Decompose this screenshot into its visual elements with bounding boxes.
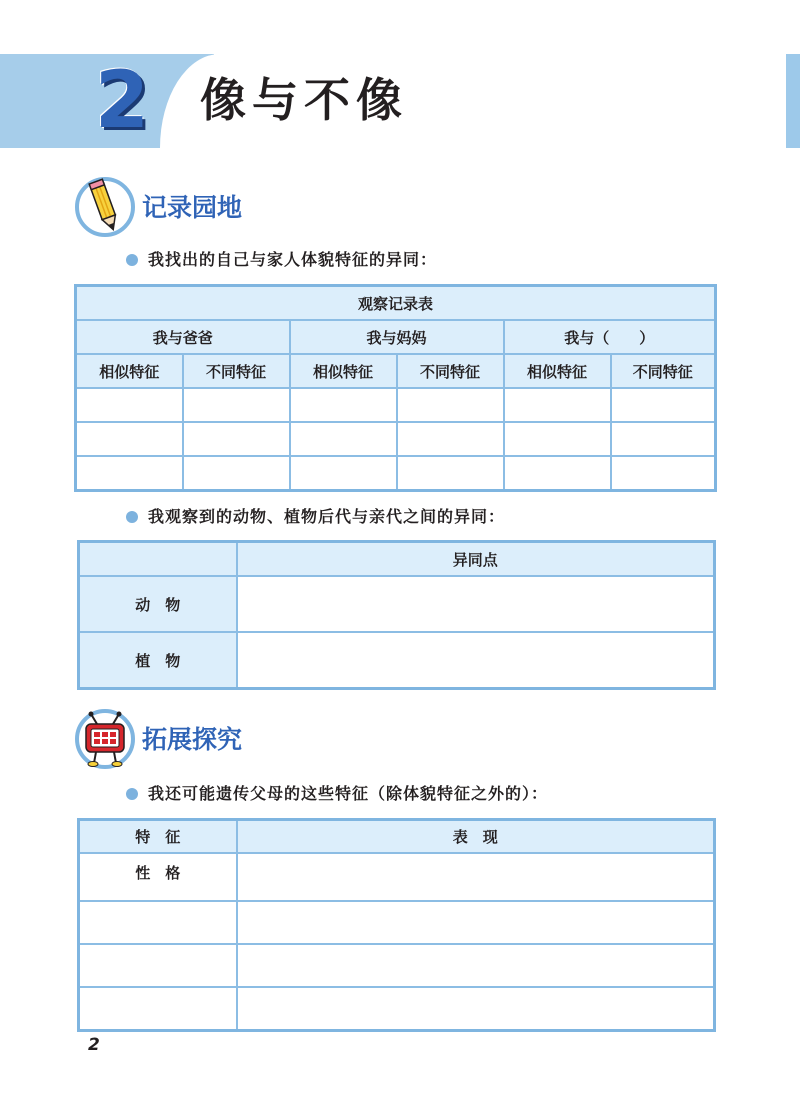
group-header-dad: 我与爸爸 [76,320,290,354]
pencil-icon [74,176,136,238]
chapter-title: 像与不像 [200,73,408,127]
answer-cell[interactable] [237,987,715,1031]
bullet-text: 我观察到的动物、植物后代与亲代之间的异同： [148,507,506,526]
answer-cell[interactable] [76,422,183,456]
answer-cell[interactable] [504,456,611,491]
subheader-similar: 相似特征 [290,354,397,388]
subheader-different: 不同特征 [397,354,504,388]
answer-cell[interactable] [611,388,716,422]
answer-cell[interactable] [76,456,183,491]
row-label-blank[interactable] [79,901,237,944]
corner-cell [79,542,237,577]
header-expression: 表 现 [237,820,715,854]
traits-table [77,818,716,1032]
answer-cell[interactable] [237,576,715,632]
answer-cell[interactable] [183,388,290,422]
right-edge-tab [786,54,800,148]
answer-cell[interactable] [76,388,183,422]
answer-cell[interactable] [397,422,504,456]
table-row [79,944,715,987]
table-row [76,456,716,491]
group-header-other: 我与（ ） [504,320,716,354]
answer-cell[interactable] [611,422,716,456]
answer-cell[interactable] [237,853,715,901]
section-title-record: 记录园地 [142,193,243,222]
answer-cell[interactable] [611,456,716,491]
table-row [76,388,716,422]
answer-cell[interactable] [183,456,290,491]
observation-table [74,284,717,492]
header-similarities: 异同点 [237,542,715,577]
answer-cell[interactable] [290,456,397,491]
answer-cell[interactable] [290,388,397,422]
answer-cell[interactable] [397,388,504,422]
table-row [79,853,715,901]
page-number: 2 [88,1035,100,1055]
group-header-mom: 我与妈妈 [290,320,504,354]
chapter-number: 2 [94,56,150,146]
row-label-blank[interactable] [79,944,237,987]
subheader-similar: 相似特征 [504,354,611,388]
bullet-text: 我找出的自己与家人体貌特征的异同： [148,250,438,269]
table-row [79,632,715,689]
row-label-personality: 性 格 [79,853,237,901]
bullet-dot-icon [126,788,138,800]
answer-cell[interactable] [504,422,611,456]
table-row [79,901,715,944]
robot-tv-icon [74,708,136,770]
subheader-different: 不同特征 [183,354,290,388]
table-row [79,576,715,632]
subheader-similar: 相似特征 [76,354,183,388]
header-trait: 特 征 [79,820,237,854]
row-label-animal: 动 物 [79,576,237,632]
answer-cell[interactable] [290,422,397,456]
answer-cell[interactable] [504,388,611,422]
answer-cell[interactable] [183,422,290,456]
answer-cell[interactable] [237,632,715,689]
answer-cell[interactable] [397,456,504,491]
section-title-explore: 拓展探究 [142,725,243,754]
table-caption: 观察记录表 [76,286,716,321]
answer-cell[interactable] [237,901,715,944]
row-label-plant: 植 物 [79,632,237,689]
subheader-different: 不同特征 [611,354,716,388]
bullet-dot-icon [126,254,138,266]
similarity-table [77,540,716,690]
table-row [76,422,716,456]
bullet-text: 我还可能遗传父母的这些特征（除体貌特征之外的）： [148,784,549,803]
bullet-dot-icon [126,511,138,523]
answer-cell[interactable] [237,944,715,987]
row-label-blank[interactable] [79,987,237,1031]
table-row [79,987,715,1031]
